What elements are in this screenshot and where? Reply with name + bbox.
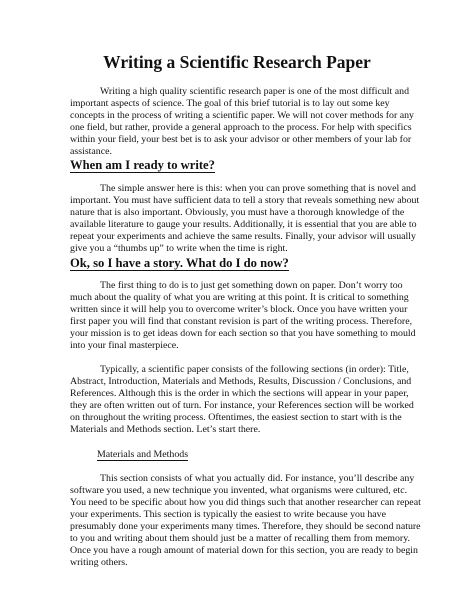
ready-line: nature that is also important. Obviously, you must have a thorough knowledge of the — [70, 207, 405, 218]
intro-line: one field, but rather, provide a general approach to the process. For help with specifics — [70, 122, 412, 133]
ready-paragraph — [70, 183, 420, 255]
methods-line: to you and writing about them should just be a matter of recalling them from memory. — [70, 533, 410, 544]
document-title: Writing a Scientific Research Paper — [103, 52, 371, 72]
intro-line: Writing a high quality scientific research paper is one of the most difficult and — [100, 86, 410, 97]
subheading-materials-methods — [97, 449, 188, 461]
methods-line: writing others. — [70, 557, 128, 568]
section-heading-ready — [70, 158, 215, 173]
story-line: they are often written out of turn. For instance, your References section will be worked — [70, 400, 414, 411]
intro-line: assistance. — [70, 146, 112, 157]
story-line: your mission is to get ideas down for each section so that you have something to mould — [70, 328, 416, 339]
story-line: first paper you will find that constant revision is part of the writing process. Therefore, — [70, 316, 413, 327]
section-heading-story-text: Ok, so I have a story. What do I do now? — [70, 256, 289, 270]
story-line: into your final masterpiece. — [70, 340, 179, 351]
subheading-materials-methods-text: Materials and Methods — [97, 449, 189, 460]
ready-line: repeat your experiments and achieve the same results. Finally, your advisor will usually — [70, 231, 416, 242]
story-line: written since it will help you to overcome writer’s block. Once you have written your — [70, 304, 408, 315]
ready-line: The simple answer here is this: when you can prove something that is novel and — [100, 183, 416, 194]
section-heading-ready-text: When am I ready to write? — [70, 158, 215, 172]
methods-line: Once you have a rough amount of material down for this section, you are ready to begin — [70, 545, 418, 556]
ready-line: important. You must have sufficient data to tell a story that reveals something new about — [70, 195, 420, 206]
materials-methods-paragraph — [70, 473, 421, 569]
story-line: much about the quality of what you are writing at this point. It is critical to something — [70, 292, 409, 303]
story-paragraph-2 — [70, 364, 415, 436]
story-paragraph-1 — [70, 280, 415, 352]
intro-paragraph — [70, 86, 415, 158]
intro-line: within your field, your best bet is to ask your advisor or other members of your lab for — [70, 134, 412, 145]
methods-line: presumably done your experiments many times. Therefore, they should be second nature — [70, 521, 421, 532]
ready-line: available literature to gauge your results. Additionally, it is essential that you are able to — [70, 219, 417, 230]
methods-line: software you used, a new technique you invented, what organisms were cultured, etc. — [70, 485, 408, 496]
ready-line: give you a “thumbs up” to write when the time is right. — [70, 243, 288, 254]
section-heading-story — [70, 256, 289, 271]
story-line: Materials and Methods section. Let’s start there. — [70, 424, 261, 435]
story-line: Typically, a scientific paper consists of the following sections (in order): Title, — [100, 364, 409, 375]
story-line: References. Although this is the order in which the sections will appear in your paper, — [70, 388, 409, 399]
intro-line: important aspects of science. The goal of this brief tutorial is to lay out some key — [70, 98, 390, 109]
methods-line: your experiments. This section is typically the easiest to write because you have — [70, 509, 387, 520]
story-line: on throughout the writing process. Oftentimes, the easiest section to start with is the — [70, 412, 402, 423]
story-line: Abstract, Introduction, Materials and Methods, Results, Discussion / Conclusions, and — [70, 376, 412, 387]
story-line: The first thing to do is to just get something down on paper. Don’t worry too — [100, 280, 403, 291]
methods-line: This section consists of what you actually did. For instance, you’ll describe any — [100, 473, 415, 484]
methods-line: You need to be specific about how you did things such that another researcher can repeat — [70, 497, 421, 508]
intro-line: concepts in the process of writing a scientific paper. We will not cover methods for any — [70, 110, 414, 121]
